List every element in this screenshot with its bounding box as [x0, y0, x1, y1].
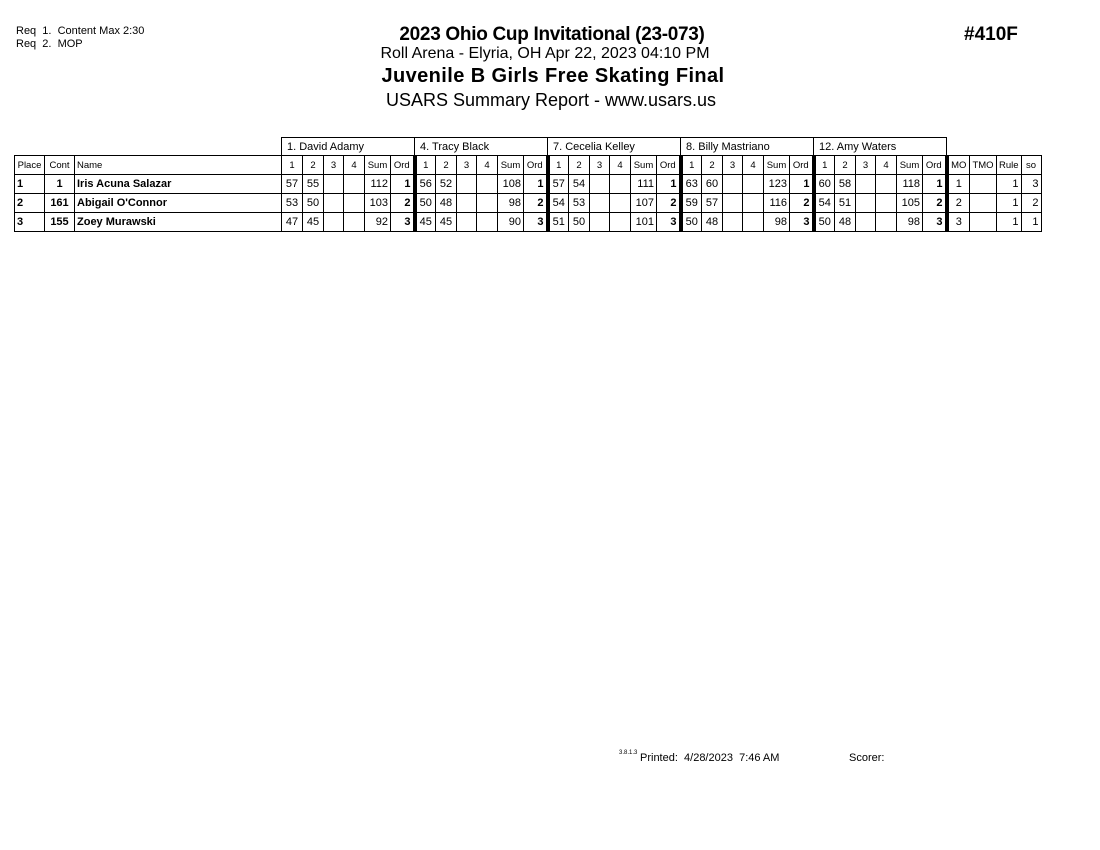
score-cell: 50 — [303, 194, 324, 213]
column-header-judge-sum: Sum — [498, 156, 524, 175]
sum-cell: 116 — [764, 194, 790, 213]
score-cell: 51 — [548, 213, 569, 232]
column-header-judge-2: 2 — [569, 156, 590, 175]
column-header-judge-sum: Sum — [897, 156, 923, 175]
tmo-cell — [970, 175, 997, 194]
column-header-judge-3: 3 — [590, 156, 610, 175]
ordinal-cell: 2 — [790, 194, 814, 213]
score-cell: 45 — [415, 213, 436, 232]
ordinal-cell: 3 — [524, 213, 548, 232]
sum-cell: 92 — [365, 213, 391, 232]
sum-cell: 98 — [498, 194, 524, 213]
score-cell: 53 — [282, 194, 303, 213]
score-cell: 48 — [702, 213, 723, 232]
ordinal-cell: 1 — [524, 175, 548, 194]
judge-name: 1. David Adamy — [282, 138, 415, 156]
score-cell: 54 — [569, 175, 590, 194]
score-cell — [743, 175, 764, 194]
skater-name: Zoey Murawski — [75, 213, 282, 232]
score-cell — [743, 213, 764, 232]
sum-cell: 103 — [365, 194, 391, 213]
event-title: Juvenile B Girls Free Skating Final — [381, 65, 725, 87]
judges-row — [15, 138, 1042, 156]
column-header-judge-sum: Sum — [365, 156, 391, 175]
score-cell — [344, 213, 365, 232]
column-header-judge-3: 3 — [856, 156, 876, 175]
venue-datetime: Roll Arena - Elyria, OH Apr 22, 2023 04:10 PM — [380, 45, 710, 62]
column-header-judge-1: 1 — [282, 156, 303, 175]
software-version: 3.8.1.3 — [619, 750, 638, 756]
score-cell — [477, 213, 498, 232]
mo-cell: 1 — [947, 175, 970, 194]
competition-title: 2023 Ohio Cup Invitational (23-073) — [399, 24, 705, 45]
score-cell — [457, 213, 477, 232]
column-header-judge-ord: Ord — [790, 156, 814, 175]
score-cell: 59 — [681, 194, 702, 213]
ordinal-cell: 3 — [923, 213, 947, 232]
column-header-judge-4: 4 — [743, 156, 764, 175]
column-header-judge-sum: Sum — [764, 156, 790, 175]
score-cell: 60 — [814, 175, 835, 194]
column-header-row — [15, 156, 1042, 175]
ordinal-cell: 1 — [790, 175, 814, 194]
contestant-number: 155 — [45, 213, 75, 232]
ordinal-cell: 2 — [657, 194, 681, 213]
tmo-cell — [970, 213, 997, 232]
column-header-name: Name — [75, 156, 282, 175]
score-cell: 54 — [548, 194, 569, 213]
column-header-judge-2: 2 — [702, 156, 723, 175]
place-cell: 3 — [15, 213, 45, 232]
requirement-1: Req 1. Content Max 2:30 — [16, 25, 145, 37]
printed-timestamp: Printed: 4/28/2023 7:46 AM — [640, 752, 780, 764]
table-row — [15, 194, 1042, 213]
sum-cell: 118 — [897, 175, 923, 194]
judge-name: 7. Cecelia Kelley — [548, 138, 681, 156]
score-cell: 48 — [835, 213, 856, 232]
column-header-rule: Rule — [997, 156, 1022, 175]
rule-cell: 1 — [997, 175, 1022, 194]
score-cell: 53 — [569, 194, 590, 213]
skater-name: Abigail O'Connor — [75, 194, 282, 213]
score-cell — [590, 175, 610, 194]
column-header-judge-3: 3 — [723, 156, 743, 175]
rule-cell: 1 — [997, 194, 1022, 213]
column-header-judge-2: 2 — [835, 156, 856, 175]
column-header-judge-ord: Ord — [657, 156, 681, 175]
score-cell: 47 — [282, 213, 303, 232]
score-cell — [457, 194, 477, 213]
score-cell — [457, 175, 477, 194]
place-cell: 1 — [15, 175, 45, 194]
score-cell — [876, 194, 897, 213]
judges-row-spacer — [15, 138, 282, 156]
sum-cell: 107 — [631, 194, 657, 213]
column-header-judge-ord: Ord — [524, 156, 548, 175]
score-cell — [324, 175, 344, 194]
score-cell: 63 — [681, 175, 702, 194]
column-header-judge-4: 4 — [876, 156, 897, 175]
score-cell: 50 — [681, 213, 702, 232]
score-cell: 58 — [835, 175, 856, 194]
ordinal-cell: 2 — [391, 194, 415, 213]
score-cell — [610, 194, 631, 213]
mo-cell: 3 — [947, 213, 970, 232]
score-cell: 50 — [814, 213, 835, 232]
column-header-judge-4: 4 — [477, 156, 498, 175]
table-row — [15, 175, 1042, 194]
ordinal-cell: 1 — [923, 175, 947, 194]
sum-cell: 101 — [631, 213, 657, 232]
sum-cell: 123 — [764, 175, 790, 194]
column-header-mo: MO — [947, 156, 970, 175]
column-header-judge-ord: Ord — [923, 156, 947, 175]
score-cell — [723, 213, 743, 232]
ordinal-cell: 3 — [790, 213, 814, 232]
place-cell: 2 — [15, 194, 45, 213]
column-header-cont: Cont — [45, 156, 75, 175]
report-title: USARS Summary Report - www.usars.us — [385, 90, 717, 110]
score-cell — [477, 194, 498, 213]
score-cell — [477, 175, 498, 194]
event-number: #410F — [964, 24, 1018, 45]
score-cell — [324, 213, 344, 232]
score-cell: 45 — [436, 213, 457, 232]
score-cell — [610, 175, 631, 194]
score-cell: 50 — [569, 213, 590, 232]
score-cell: 57 — [282, 175, 303, 194]
column-header-judge-3: 3 — [457, 156, 477, 175]
score-cell: 48 — [436, 194, 457, 213]
column-header-judge-2: 2 — [436, 156, 457, 175]
score-cell — [856, 194, 876, 213]
score-cell: 51 — [835, 194, 856, 213]
sum-cell: 105 — [897, 194, 923, 213]
column-header-judge-4: 4 — [610, 156, 631, 175]
table-row — [15, 213, 1042, 232]
column-header-place: Place — [15, 156, 45, 175]
sum-cell: 98 — [764, 213, 790, 232]
column-header-judge-1: 1 — [415, 156, 436, 175]
score-cell — [344, 175, 365, 194]
score-cell: 57 — [702, 194, 723, 213]
judge-name: 4. Tracy Black — [415, 138, 548, 156]
score-cell — [344, 194, 365, 213]
score-cell: 50 — [415, 194, 436, 213]
mo-cell: 2 — [947, 194, 970, 213]
sum-cell: 98 — [897, 213, 923, 232]
score-cell — [856, 175, 876, 194]
score-cell — [324, 194, 344, 213]
so-cell: 3 — [1021, 175, 1041, 194]
score-cell — [876, 175, 897, 194]
results-table — [14, 137, 1042, 232]
judge-name: 12. Amy Waters — [814, 138, 947, 156]
score-cell — [590, 213, 610, 232]
sum-cell: 111 — [631, 175, 657, 194]
skater-name: Iris Acuna Salazar — [75, 175, 282, 194]
score-cell: 60 — [702, 175, 723, 194]
ordinal-cell: 2 — [524, 194, 548, 213]
sum-cell: 112 — [365, 175, 391, 194]
score-cell — [723, 175, 743, 194]
column-header-judge-2: 2 — [303, 156, 324, 175]
score-cell: 56 — [415, 175, 436, 194]
ordinal-cell: 2 — [923, 194, 947, 213]
score-cell: 55 — [303, 175, 324, 194]
column-header-judge-4: 4 — [344, 156, 365, 175]
rule-cell: 1 — [997, 213, 1022, 232]
score-cell — [856, 213, 876, 232]
score-cell: 54 — [814, 194, 835, 213]
ordinal-cell: 3 — [657, 213, 681, 232]
contestant-number: 161 — [45, 194, 75, 213]
score-cell: 45 — [303, 213, 324, 232]
column-header-judge-ord: Ord — [391, 156, 415, 175]
judge-name: 8. Billy Mastriano — [681, 138, 814, 156]
column-header-judge-1: 1 — [548, 156, 569, 175]
ordinal-cell: 3 — [391, 213, 415, 232]
ordinal-cell: 1 — [657, 175, 681, 194]
score-cell: 52 — [436, 175, 457, 194]
column-header-judge-3: 3 — [324, 156, 344, 175]
contestant-number: 1 — [45, 175, 75, 194]
score-cell — [590, 194, 610, 213]
sum-cell: 90 — [498, 213, 524, 232]
so-cell: 1 — [1021, 213, 1041, 232]
score-cell: 57 — [548, 175, 569, 194]
column-header-judge-1: 1 — [814, 156, 835, 175]
ordinal-cell: 1 — [391, 175, 415, 194]
column-header-judge-1: 1 — [681, 156, 702, 175]
score-cell — [743, 194, 764, 213]
score-cell — [610, 213, 631, 232]
requirement-2: Req 2. MOP — [16, 38, 83, 50]
tmo-cell — [970, 194, 997, 213]
score-cell — [876, 213, 897, 232]
score-cell — [723, 194, 743, 213]
column-header-so: so — [1021, 156, 1041, 175]
scorer-label: Scorer: — [849, 752, 885, 764]
column-header-tmo: TMO — [970, 156, 997, 175]
so-cell: 2 — [1021, 194, 1041, 213]
sum-cell: 108 — [498, 175, 524, 194]
column-header-judge-sum: Sum — [631, 156, 657, 175]
